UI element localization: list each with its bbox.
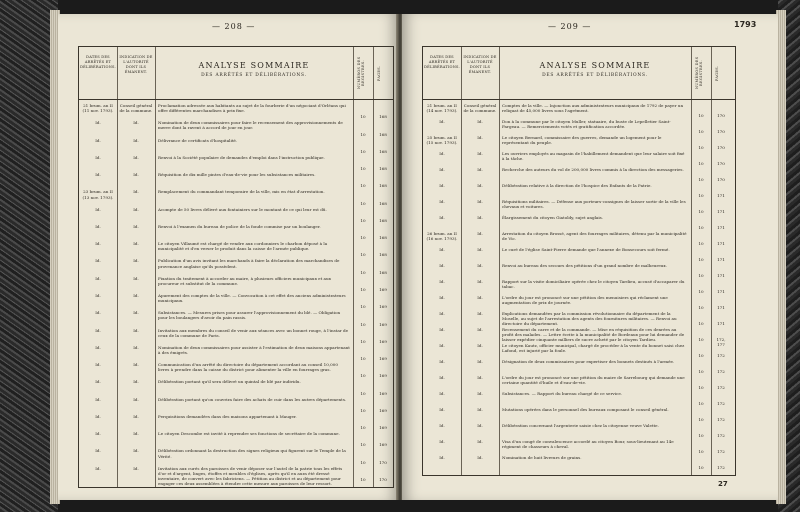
row-date: Id. (439, 375, 445, 380)
row-page: 168 (379, 235, 387, 241)
row-authority: Id. (133, 431, 139, 437)
table-row (79, 189, 393, 206)
header-authority: INDICATION DE L'AUTORITÉ DONT ILS ÉMANENT. (463, 55, 497, 74)
row-date: Id. (95, 172, 101, 178)
row-summary: Délibération ordonnant la destruction des signes religieux qui figurent sur le Temple de la Vérité. (158, 448, 346, 459)
row-register-number: 10 (698, 209, 704, 214)
row-authority: Id. (477, 439, 483, 444)
row-authority: Id. (477, 215, 483, 220)
row-register-number: 10 (698, 177, 704, 182)
row-register-number: 10 (360, 356, 366, 362)
row-register-number: 10 (360, 425, 366, 431)
row-page: 170 (717, 177, 725, 182)
row-register-number: 10 (698, 257, 704, 262)
row-page: 169 (379, 425, 387, 431)
row-summary: Le citoyen Descombe est invité à reprendre ses fonctions de secrétaire de la commune. (158, 431, 340, 437)
table-row (79, 120, 393, 137)
row-page: 168 (379, 183, 387, 189)
header-register-numbers: NUMÉROS DES REGISTRES. (357, 56, 365, 90)
row-page: 169 (379, 356, 387, 362)
row-authority: Id. (133, 396, 139, 402)
row-register-number: 10 (698, 369, 704, 374)
row-authority: Id. (477, 455, 483, 460)
row-page: 169 (379, 390, 387, 396)
row-register-number: 10 (698, 417, 704, 422)
row-date: Id. (439, 295, 445, 300)
table-row (79, 431, 393, 448)
row-summary: Invitation aux membres du conseil de venir aux séances avec un bonnet rouge, à l'instar de ceux de la commune de Paris. (158, 327, 349, 338)
row-authority: Id. (477, 359, 483, 364)
row-authority: Id. (477, 327, 483, 332)
table-row (423, 439, 735, 455)
table-row (423, 183, 735, 199)
row-date: Id. (439, 119, 445, 124)
table-row (79, 241, 393, 258)
table-row (79, 328, 393, 345)
table-row (79, 362, 393, 379)
row-summary: Désignation de deux commissaires pour expertiser des bonnets destinés à l'armée. (502, 359, 675, 364)
analysis-title: ANALYSE SOMMAIRE (198, 61, 310, 70)
row-summary: Nomination de huit livreurs de grains. (502, 455, 582, 460)
row-summary: Invitation aux curés des paroisses de venir déposer sur l'autel de la patrie tous les effets d'or et d'argent, linges, étoffes et meubles d'églises, après qu'il en aura été dressé inventaire, de convert avec les fabriciens. — Pétition au district et au département pour engager ces deux assemblées à étendre cette mesure aux paroisses de leur ressort. (158, 465, 343, 487)
row-page: 172 (717, 401, 725, 406)
row-register-number: 10 (698, 433, 704, 438)
row-summary: Comptes de la ville. — Injonction aux administrateurs municipaux de 1792 de payer un reliquat de 45,000 livres sous l'agrément. (502, 103, 684, 114)
row-page: 171 (717, 321, 725, 326)
row-date: 23 brum. an II (13 nov. 1793). (82, 189, 114, 200)
row-page: 172 (717, 385, 725, 390)
row-page: 172 (717, 417, 725, 422)
row-register-number: 10 (698, 337, 704, 342)
row-summary: Remplacement du commandant temporaire de la ville, mis en état d'arrestation. (158, 189, 325, 195)
row-date: Id. (439, 359, 445, 364)
row-authority: Id. (133, 344, 139, 350)
row-authority: Id. (133, 362, 139, 368)
row-register-number: 10 (360, 269, 366, 275)
row-page: 172 (717, 353, 725, 358)
signature-mark: 27 (718, 480, 728, 488)
row-summary: Rapport sur la visite domiciliaire opérée chez le citoyen Tardieu, accusé d'accaparer du tabac. (502, 279, 685, 290)
row-page: 169 (379, 286, 387, 292)
row-summary: Apurement des comptes de la ville. — Convocation à cet effet des anciens administrateurs municipaux. (158, 293, 346, 304)
table-row (79, 293, 393, 310)
row-summary: L'ordre du jour est prononcé sur une pétition des menuisiers qui réclament une augmentation de prix de journée. (502, 295, 668, 306)
row-authority: Id. (477, 183, 483, 188)
row-register-number: 10 (360, 476, 366, 482)
row-date: Id. (439, 247, 445, 252)
table-row (423, 455, 735, 471)
table-row (79, 276, 393, 293)
row-register-number: 10 (360, 131, 366, 137)
row-date: Id. (95, 379, 101, 385)
row-summary: Arrestation du citoyen Brossé, agent des fourrages militaires, détenu par la municipalité de Vic. (502, 231, 687, 242)
table-row (79, 207, 393, 224)
row-date: Id. (95, 344, 101, 350)
row-page: 168 (379, 148, 387, 154)
row-authority: Id. (133, 413, 139, 419)
row-authority: Id. (133, 172, 139, 178)
row-register-number: 10 (698, 401, 704, 406)
right-page-number: — 209 — (548, 22, 592, 31)
left-table (78, 46, 394, 488)
row-register-number: 10 (360, 459, 366, 465)
row-summary: Les ouvriers employés au magasin de l'habillement demandent que leur salaire soit fixé à la tâche. (502, 151, 685, 162)
row-register-number: 10 (698, 273, 704, 278)
header-rule (423, 99, 735, 100)
row-authority: Id. (477, 151, 483, 156)
row-page: 168 (379, 166, 387, 172)
row-summary: Délibération concernant l'argenterie saisie chez la citoyenne veuve Valette. (502, 423, 659, 428)
header-dates: DATES DES ARRÊTÉS ET DÉLIBÉRATIONS. (80, 55, 116, 69)
row-summary: Délibération relative à la direction de l'hospice des Enfants de la Patrie. (502, 183, 652, 188)
row-authority: Conseil général de la commune. (463, 103, 497, 114)
row-authority: Id. (477, 199, 483, 204)
row-authority: Id. (133, 465, 139, 471)
row-date: 21 brum. an II (11 nov. 1793). (82, 103, 114, 114)
row-page: 170 (379, 459, 387, 465)
row-summary: Élargissement du citoyen Giatoldy, sujet anglais. (502, 215, 604, 220)
row-register-number: 10 (698, 289, 704, 294)
row-date: Id. (439, 455, 445, 460)
row-summary: Renvoi à la Société populaire de demandes d'emploi dans l'instruction publique. (158, 154, 325, 160)
row-register-number: 10 (360, 114, 366, 120)
row-page: 169 (379, 321, 387, 327)
row-date: Id. (95, 362, 101, 368)
row-authority: Id. (477, 263, 483, 268)
row-authority: Id. (133, 310, 139, 316)
row-page: 171 (717, 241, 725, 246)
row-authority: Id. (133, 448, 139, 454)
row-register-number: 10 (360, 252, 366, 258)
row-page: 171 (717, 305, 725, 310)
row-date: Id. (439, 343, 445, 348)
row-summary: Subsistances. — Rapport du bureau chargé de ce service. (502, 391, 623, 396)
left-page (58, 14, 398, 500)
row-page: 170 (717, 145, 725, 150)
analysis-title: ANALYSE SOMMAIRE (539, 61, 651, 70)
row-summary: Acompte de 50 livres délivré aux fontainiers sur le montant de ce qui leur est dû. (158, 206, 327, 212)
row-authority: Id. (477, 423, 483, 428)
row-register-number: 10 (360, 321, 366, 327)
table-row (79, 155, 393, 172)
year-header: 1793 (734, 20, 757, 29)
row-page: 171 (717, 209, 725, 214)
table-row (423, 215, 735, 231)
right-table (422, 46, 736, 476)
row-register-number: 10 (698, 353, 704, 358)
row-authority: Id. (133, 120, 139, 126)
row-summary: Subsistances. — Mesures prises pour assurer l'approvisionnement du blé. — Obligation pour les boulangers d'avoir du pain rassis. (158, 310, 341, 321)
row-authority: Id. (477, 311, 483, 316)
table-row (423, 375, 735, 391)
row-date: Id. (439, 423, 445, 428)
row-register-number: 10 (360, 235, 366, 241)
row-date: Id. (95, 241, 101, 247)
header-pages: PAGES. (715, 65, 719, 81)
row-authority: Id. (477, 407, 483, 412)
row-authority: Id. (133, 327, 139, 333)
row-summary: Le citoyen Kautz, officier municipal, chargé de procéder à la vente du bonnet saisi chez Lafond, est injurié par la foule. (502, 343, 685, 354)
header-pages: PAGES. (377, 65, 381, 81)
row-date: Id. (95, 120, 101, 126)
row-authority: Id. (133, 379, 139, 385)
row-date: 26 brum. an II (16 nov. 1793). (426, 231, 458, 242)
row-page: 168 (379, 200, 387, 206)
row-register-number: 10 (360, 304, 366, 310)
row-register-number: 10 (360, 183, 366, 189)
table-row (423, 359, 735, 375)
left-page-number: — 208 — (212, 22, 256, 31)
table-row (79, 258, 393, 275)
row-page: 171 (717, 289, 725, 294)
row-page: 168 (379, 114, 387, 120)
row-page: 169 (379, 373, 387, 379)
row-date: 25 brum. an II (15 nov. 1793). (426, 135, 458, 146)
row-register-number: 10 (698, 129, 704, 134)
row-authority: Id. (477, 295, 483, 300)
analysis-subtitle: DES ARRÊTÉS ET DÉLIBÉRATIONS. (201, 73, 307, 78)
row-date: Id. (439, 215, 445, 220)
row-register-number: 10 (360, 166, 366, 172)
row-summary: Perquisitions demandées dans des maisons appartenant à Mauger. (158, 413, 297, 419)
row-summary: Le citoyen Bernard, commissaire des guerres, demande un logement pour le représentant du peuple. (502, 135, 662, 146)
row-page: 168 (379, 131, 387, 137)
row-authority: Id. (477, 135, 483, 140)
row-register-number: 10 (698, 241, 704, 246)
table-row (79, 224, 393, 241)
row-date: Id. (95, 448, 101, 454)
table-row (79, 103, 393, 120)
table-row (423, 407, 735, 423)
row-authority: Id. (133, 258, 139, 264)
table-row (79, 172, 393, 189)
table-row (423, 263, 735, 279)
row-authority: Id. (133, 189, 139, 195)
table-row (423, 311, 735, 327)
row-summary: Le curé de l'église Saint-Pierre demande que l'annexe de Bonsecours soit fermé. (502, 247, 670, 252)
row-authority: Id. (477, 167, 483, 172)
row-page: 170 (717, 113, 725, 118)
row-date: Id. (439, 279, 445, 284)
row-summary: Réquisitions militaires. — Défense aux porteurs-consignes de laisser sortir de la ville les chevaux et voitures. (502, 199, 686, 210)
row-date: 21 brum. an II (14 nov. 1793). (426, 103, 458, 114)
row-date: Id. (95, 431, 101, 437)
table-row (79, 138, 393, 155)
row-date: Id. (439, 311, 445, 316)
row-date: Id. (95, 223, 101, 229)
row-date: Id. (95, 465, 101, 471)
row-register-number: 10 (698, 145, 704, 150)
table-row (423, 135, 735, 151)
row-register-number: 10 (698, 449, 704, 454)
row-date: Id. (95, 327, 101, 333)
row-date: Id. (439, 167, 445, 172)
table-row (423, 247, 735, 263)
row-register-number: 10 (698, 305, 704, 310)
row-date: Id. (95, 293, 101, 298)
row-date: Id. (439, 327, 445, 332)
row-register-number: 10 (360, 338, 366, 344)
table-row (79, 345, 393, 362)
row-register-number: 10 (360, 200, 366, 206)
table-row (79, 310, 393, 327)
row-page: 168 (379, 217, 387, 223)
row-authority: Id. (133, 293, 139, 298)
row-register-number: 10 (360, 148, 366, 154)
row-summary: Délibération portant qu'on couvrira faire des achats de cuir dans les autres départements. (158, 396, 347, 402)
table-row (423, 279, 735, 295)
row-date: Id. (439, 151, 445, 156)
table-row (423, 295, 735, 311)
row-authority: Id. (133, 241, 139, 247)
row-date: Id. (439, 407, 445, 412)
table-row (423, 423, 735, 439)
header-rule (79, 99, 393, 100)
row-register-number: 10 (360, 390, 366, 396)
row-register-number: 10 (360, 442, 366, 448)
row-summary: Don à la commune par le citoyen Muller, statuaire, du buste de Lepelletier Saint-Fargeau. — Remerciements votés et gratification accordée. (502, 119, 671, 130)
header-register-numbers: NUMÉROS DES REGISTRES. (695, 56, 703, 90)
row-date: Id. (95, 258, 101, 264)
header-title-block (156, 61, 352, 78)
row-page: 170 (717, 129, 725, 134)
row-summary: Explications demandées par la commission révolutionnaire du département de la Moselle, au sujet de l'arrestation des agents des fournitures militaires. — Renvoi au directoire du département. (502, 311, 677, 327)
row-register-number: 10 (698, 465, 704, 470)
row-register-number: 10 (360, 286, 366, 292)
row-authority: Id. (477, 391, 483, 396)
row-authority: Id. (133, 137, 139, 143)
row-register-number: 10 (360, 217, 366, 223)
table-row (79, 414, 393, 431)
table-row (79, 397, 393, 414)
right-page (402, 14, 778, 500)
row-date: Id. (439, 199, 445, 204)
row-register-number: 10 (698, 193, 704, 198)
row-authority: Id. (133, 223, 139, 229)
row-register-number: 10 (698, 321, 704, 326)
row-authority: Id. (477, 231, 483, 236)
row-page: 169 (379, 407, 387, 413)
row-page: 172, 177 (716, 337, 726, 348)
row-page: 172 (717, 433, 725, 438)
row-date: Id. (439, 391, 445, 396)
row-summary: Communication d'un arrêté du directoire du département accordant au conseil 10,000 livres à prendre dans la caisse du district pour alimenter la ville en fourrages gras. (158, 362, 338, 373)
row-authority: Id. (477, 119, 483, 124)
row-authority: Id. (477, 375, 483, 380)
row-authority: Id. (477, 247, 483, 252)
row-summary: Proclamation adressée aux habitants au sujet de la fourberie d'un négociant d'Orléans qui offre différentes marchandises à prix fixe. (158, 103, 346, 114)
row-summary: Renvoi à l'examen du bureau de police de la fonde commise par un boulanger. (158, 223, 321, 229)
row-summary: Fixation du traitement à accorder au maire, à plusieurs officiers municipaux et aux procureur et substitut de la commune. (158, 275, 331, 286)
row-page: 171 (717, 273, 725, 278)
row-register-number: 10 (360, 407, 366, 413)
row-page: 171 (717, 225, 725, 230)
row-page: 168 (379, 252, 387, 258)
table-row (423, 119, 735, 135)
table-row (423, 231, 735, 247)
row-date: Id. (95, 413, 101, 419)
header-title-block (500, 61, 690, 78)
row-summary: Réquisition de dix mille pintes d'eau-de-vie pour les subsistances militaires. (158, 172, 316, 178)
table-row (79, 448, 393, 465)
row-register-number: 10 (698, 113, 704, 118)
table-row (423, 151, 735, 167)
header-dates: DATES DES ARRÊTÉS ET DÉLIBÉRATIONS. (424, 55, 460, 69)
table-row (79, 465, 393, 487)
row-page: 169 (379, 442, 387, 448)
row-page: 169 (379, 304, 387, 310)
row-authority: Conseil général de la commune. (119, 103, 153, 114)
row-page: 172 (717, 465, 725, 470)
row-page: 171 (717, 257, 725, 262)
row-summary: Nomination de deux commissaires pour faire le recensement des approvisionnements de merre dont la ravent à accord de jour en jour. (158, 120, 343, 131)
row-summary: Publication d'un avis invitant les marchands à faire la déclaration des marchandises de provenance anglaise qu'ils possèdent. (158, 258, 340, 269)
row-page: 168 (379, 269, 387, 275)
row-summary: Le citoyen Villaumé est chargé de vendre aux cordonniers le charbon déposé à la municipalité et d'en verser le produit dans la caisse de l'armée publique. (158, 241, 328, 252)
row-date: Id. (439, 183, 445, 188)
row-page: 170 (717, 161, 725, 166)
row-summary: Délibération portant qu'il sera délivré un quintal de blé par individu. (158, 379, 301, 385)
row-register-number: 10 (698, 385, 704, 390)
table-row (423, 167, 735, 183)
row-register-number: 10 (360, 373, 366, 379)
row-date: Id. (439, 263, 445, 268)
row-summary: Délivrance de certificats d'hospitalité. (158, 137, 238, 143)
row-summary: Renvoi au bureau des secours des pétitions d'un grand nombre de malheureux. (502, 263, 668, 268)
table-row (423, 327, 735, 348)
row-page: 170 (379, 476, 387, 482)
row-page: 172 (717, 369, 725, 374)
row-authority: Id. (133, 275, 139, 281)
row-register-number: 10 (698, 161, 704, 166)
analysis-subtitle: DES ARRÊTÉS ET DÉLIBÉRATIONS. (542, 73, 648, 78)
table-row (423, 103, 735, 119)
row-summary: L'ordre du jour est prononcé sur une pétition du maire de Sarrebourg qui demande une certaine quantité d'huile et d'eau-de-vie. (502, 375, 685, 386)
row-date: Id. (439, 439, 445, 444)
row-summary: Recensement du carre et de la commande. — Mise en réquisition de ces denrées au profit des malades. — Lettre écrite à la municipalité de Bordeaux pour lui demander de laisser expédier cinquante milliers de sucre acheté par le citoyen Tardieu. (502, 327, 685, 343)
row-date: Id. (95, 275, 101, 281)
row-date: Id. (95, 137, 101, 143)
row-summary: Mutations opérées dans le personnel des bureaux composant le conseil général. (502, 407, 669, 412)
row-date: Id. (95, 396, 101, 402)
row-register-number: 10 (698, 225, 704, 230)
table-row (423, 199, 735, 215)
row-date: Id. (95, 154, 101, 160)
row-authority: Id. (133, 206, 139, 212)
row-date: Id. (95, 206, 101, 212)
row-page: 169 (379, 338, 387, 344)
row-summary: Recherche des auteurs du vol de 200,000 livres commis à la direction des messageries. (502, 167, 684, 172)
row-summary: Visa d'un congé de convalescence accordé au citoyen Bour, sous-lieutenant au 14e régiment de chasseurs à cheval. (502, 439, 674, 450)
table-row (79, 379, 393, 396)
table-row (423, 391, 735, 407)
row-authority: Id. (477, 279, 483, 284)
row-authority: Id. (133, 154, 139, 160)
row-date: Id. (95, 310, 101, 316)
header-authority: INDICATION DE L'AUTORITÉ DONT ILS ÉMANENT. (119, 55, 153, 74)
row-page: 172 (717, 449, 725, 454)
table-row (423, 343, 735, 359)
row-summary: Nomination de deux commissaires pour assister à l'estimation de deux maisons appartenant à des émigrés. (158, 344, 350, 356)
row-page: 171 (717, 193, 725, 198)
row-authority: Id. (477, 343, 483, 348)
